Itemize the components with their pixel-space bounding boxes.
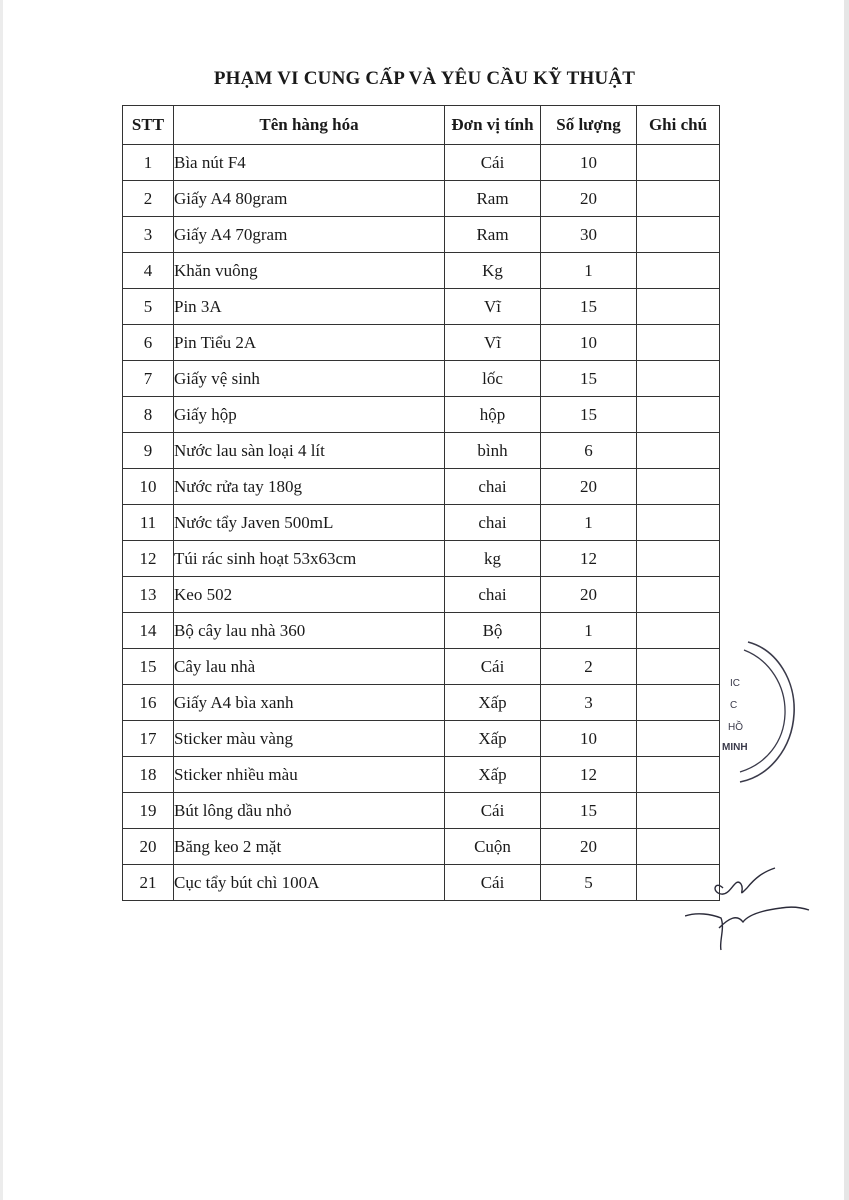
cell-note (637, 469, 720, 505)
cell-qty: 20 (541, 577, 637, 613)
stamp-text-4: MINH (722, 742, 748, 753)
cell-unit: Ram (445, 181, 541, 217)
table-row (123, 469, 720, 505)
cell-name: Giấy A4 80gram (174, 181, 445, 217)
cell-stt: 14 (123, 613, 174, 649)
cell-unit: Xấp (445, 757, 541, 793)
table-row (123, 649, 720, 685)
cell-qty: 30 (541, 217, 637, 253)
cell-name: Pin 3A (174, 289, 445, 325)
cell-qty: 12 (541, 541, 637, 577)
cell-note (637, 505, 720, 541)
cell-unit: bình (445, 433, 541, 469)
cell-name: Cây lau nhà (174, 649, 445, 685)
cell-stt: 12 (123, 541, 174, 577)
table-row (123, 397, 720, 433)
table-row (123, 181, 720, 217)
cell-name: Băng keo 2 mặt (174, 829, 445, 865)
header-name: Tên hàng hóa (174, 106, 445, 145)
table-row (123, 289, 720, 325)
cell-qty: 2 (541, 649, 637, 685)
cell-qty: 1 (541, 505, 637, 541)
cell-stt: 1 (123, 145, 174, 181)
cell-stt: 7 (123, 361, 174, 397)
cell-unit: chai (445, 505, 541, 541)
cell-qty: 20 (541, 181, 637, 217)
cell-note (637, 253, 720, 289)
cell-stt: 21 (123, 865, 174, 901)
cell-name: Giấy A4 bìa xanh (174, 685, 445, 721)
table-row (123, 145, 720, 181)
cell-name: Giấy A4 70gram (174, 217, 445, 253)
cell-unit: chai (445, 577, 541, 613)
cell-unit: Cái (445, 793, 541, 829)
cell-unit: Vĩ (445, 289, 541, 325)
cell-note (637, 541, 720, 577)
cell-unit: Cái (445, 865, 541, 901)
header-note: Ghi chú (637, 106, 720, 145)
cell-name: Sticker nhiều màu (174, 757, 445, 793)
signature-initials (715, 868, 775, 894)
cell-qty: 10 (541, 721, 637, 757)
stamp-ring-outer (740, 642, 794, 782)
cell-name: Túi rác sinh hoạt 53x63cm (174, 541, 445, 577)
table-row (123, 721, 720, 757)
cell-note (637, 361, 720, 397)
cell-qty: 12 (541, 757, 637, 793)
cell-stt: 15 (123, 649, 174, 685)
cell-note (637, 577, 720, 613)
scan-margin-left (0, 0, 3, 1200)
table-row (123, 757, 720, 793)
table-row (123, 217, 720, 253)
cell-stt: 13 (123, 577, 174, 613)
cell-stt: 17 (123, 721, 174, 757)
cell-unit: chai (445, 469, 541, 505)
cell-qty: 20 (541, 469, 637, 505)
supply-table (122, 105, 720, 901)
cell-unit: Cái (445, 649, 541, 685)
cell-name: Khăn vuông (174, 253, 445, 289)
signature (685, 858, 815, 958)
cell-unit: Kg (445, 253, 541, 289)
cell-note (637, 433, 720, 469)
cell-qty: 15 (541, 361, 637, 397)
cell-name: Giấy hộp (174, 397, 445, 433)
stamp-ring-inner (740, 650, 785, 772)
cell-stt: 3 (123, 217, 174, 253)
cell-name: Giấy vệ sinh (174, 361, 445, 397)
cell-note (637, 181, 720, 217)
cell-name: Nước lau sàn loại 4 lít (174, 433, 445, 469)
cell-unit: kg (445, 541, 541, 577)
cell-name: Cục tẩy bút chì 100A (174, 865, 445, 901)
cell-stt: 9 (123, 433, 174, 469)
table-body (123, 145, 720, 901)
cell-note (637, 217, 720, 253)
table-row (123, 361, 720, 397)
cell-unit: Ram (445, 217, 541, 253)
table-row (123, 433, 720, 469)
scan-margin-right (844, 0, 849, 1200)
cell-stt: 20 (123, 829, 174, 865)
cell-note (637, 145, 720, 181)
header-unit: Đơn vị tính (445, 106, 541, 145)
cell-qty: 6 (541, 433, 637, 469)
cell-stt: 18 (123, 757, 174, 793)
cell-unit: hộp (445, 397, 541, 433)
cell-note (637, 325, 720, 361)
cell-unit: Bộ (445, 613, 541, 649)
cell-qty: 1 (541, 613, 637, 649)
cell-stt: 11 (123, 505, 174, 541)
cell-note (637, 397, 720, 433)
cell-stt: 16 (123, 685, 174, 721)
cell-note (637, 793, 720, 829)
table-row (123, 577, 720, 613)
cell-stt: 19 (123, 793, 174, 829)
table-row (123, 685, 720, 721)
cell-unit: lốc (445, 361, 541, 397)
cell-unit: Cuộn (445, 829, 541, 865)
cell-name: Sticker màu vàng (174, 721, 445, 757)
cell-unit: Xấp (445, 721, 541, 757)
cell-qty: 1 (541, 253, 637, 289)
cell-stt: 5 (123, 289, 174, 325)
cell-name: Bìa nút F4 (174, 145, 445, 181)
header-qty: Số lượng (541, 106, 637, 145)
cell-qty: 10 (541, 325, 637, 361)
cell-unit: Vĩ (445, 325, 541, 361)
table-row (123, 505, 720, 541)
cell-name: Keo 502 (174, 577, 445, 613)
cell-qty: 20 (541, 829, 637, 865)
cell-name: Nước tẩy Javen 500mL (174, 505, 445, 541)
cell-name: Pin Tiểu 2A (174, 325, 445, 361)
cell-name: Bút lông dầu nhỏ (174, 793, 445, 829)
cell-qty: 15 (541, 793, 637, 829)
cell-qty: 15 (541, 289, 637, 325)
cell-stt: 2 (123, 181, 174, 217)
stamp-text-2: C (730, 700, 738, 711)
table-row (123, 541, 720, 577)
table-row (123, 829, 720, 865)
table-row (123, 613, 720, 649)
cell-name: Nước rửa tay 180g (174, 469, 445, 505)
table-row (123, 253, 720, 289)
cell-qty: 15 (541, 397, 637, 433)
cell-qty: 3 (541, 685, 637, 721)
stamp-text-3: HỒ (728, 722, 743, 733)
cell-stt: 6 (123, 325, 174, 361)
table-row (123, 865, 720, 901)
cell-note (637, 289, 720, 325)
official-stamp (700, 636, 800, 786)
cell-qty: 10 (541, 145, 637, 181)
cell-qty: 5 (541, 865, 637, 901)
stamp-text-1: IC (730, 678, 740, 689)
signature-stroke (685, 907, 809, 950)
table-header-row (123, 106, 720, 145)
cell-name: Bộ cây lau nhà 360 (174, 613, 445, 649)
header-stt: STT (123, 106, 174, 145)
cell-unit: Xấp (445, 685, 541, 721)
cell-stt: 4 (123, 253, 174, 289)
cell-unit: Cái (445, 145, 541, 181)
page-title: PHẠM VI CUNG CẤP VÀ YÊU CẦU KỸ THUẬT (213, 68, 636, 89)
table-row (123, 793, 720, 829)
table-row (123, 325, 720, 361)
cell-stt: 8 (123, 397, 174, 433)
cell-stt: 10 (123, 469, 174, 505)
